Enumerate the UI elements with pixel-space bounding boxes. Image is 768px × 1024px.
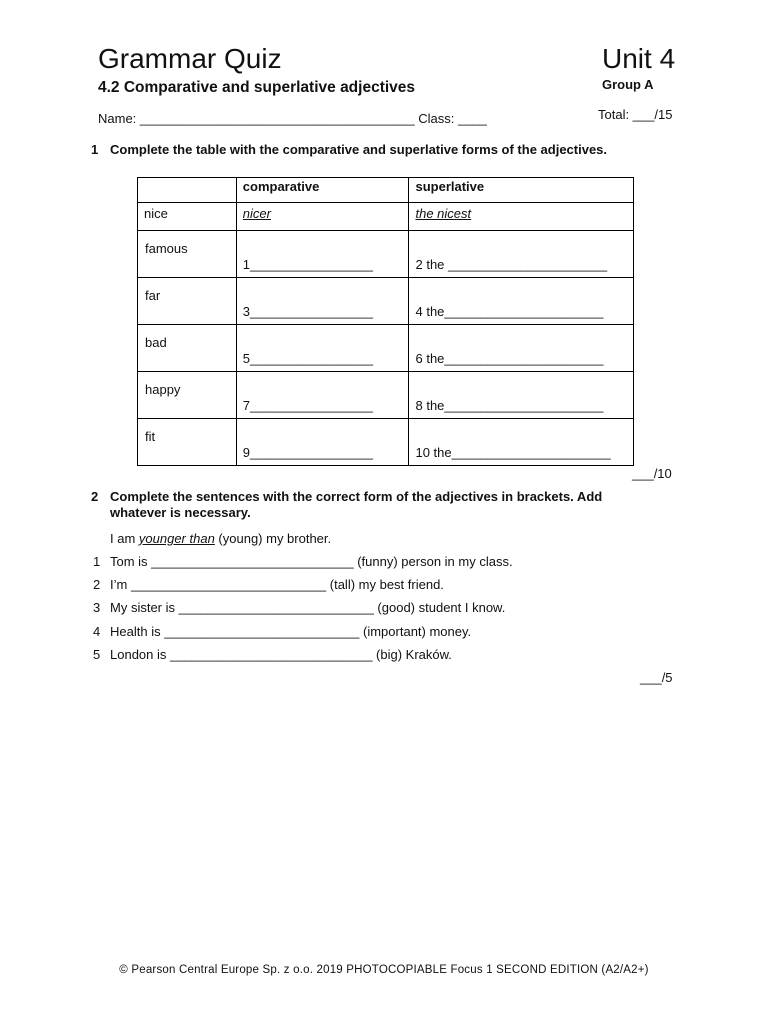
sentence-text[interactable]: Health is ___________________________ (important) money. [110,624,472,639]
example-sentence [110,531,331,547]
superlative-answer-field[interactable]: 6 the______________________ [415,351,604,366]
sentence-text[interactable]: Tom is ____________________________ (funny) person in my class. [110,554,513,569]
exercise-1-score: ___/10 [632,466,672,481]
sentence-number: 4 [93,624,101,639]
exercise-1-instruction: Complete the table with the comparative and superlative forms of the adjectives. [110,142,608,157]
exercise-2-instruction: Complete the sentences with the correct form of the adjectives in brackets. Add whatever is necessary. [110,489,603,520]
adjective-cell: bad [145,335,167,350]
comparative-answer-field[interactable]: 5_________________ [242,351,373,366]
comparative-answer-field[interactable]: 7_________________ [242,398,373,413]
table-row [138,372,634,419]
example-comparative: nicer [236,203,409,231]
exercise-1-number: 1 [91,142,99,157]
page-subtitle: 4.2 Comparative and superlative adjectives [98,79,416,96]
table-header-superlative: superlative [409,178,634,203]
sentence-number: 1 [93,554,101,569]
list-item[interactable] [93,600,506,616]
superlative-answer-field[interactable]: 10 the______________________ [415,445,611,460]
unit-label: Unit 4 [602,43,676,74]
list-item[interactable] [93,647,452,663]
adjective-cell: happy [145,382,181,397]
table-row [138,419,634,466]
page-title: Grammar Quiz [98,43,282,74]
superlative-answer-field[interactable]: 2 the ______________________ [415,257,608,272]
sentence-text[interactable]: My sister is ___________________________ (good) student I know. [110,600,506,615]
table-row [138,278,634,325]
list-item[interactable] [93,577,444,593]
superlative-answer-field[interactable]: 8 the______________________ [415,398,604,413]
adjective-table [137,177,634,466]
table-header-comparative: comparative [236,178,409,203]
sentence-text[interactable]: London is ____________________________ (big) Kraków. [110,647,452,662]
table-example-row [138,203,634,231]
table-header-row [138,178,634,203]
sentence-number: 5 [93,647,101,662]
example-sentence-answer: younger than [138,531,215,546]
comparative-answer-field[interactable]: 1_________________ [242,257,373,272]
sentence-number: 2 [93,577,101,592]
comparative-answer-field[interactable]: 9_________________ [242,445,373,460]
list-item[interactable] [93,554,513,570]
copyright-footer: © Pearson Central Europe Sp. z o.o. 2019 PHOTOCOPIABLE Focus 1 SECOND EDITION (A2/A2+) [119,964,649,976]
adjective-cell: famous [145,241,188,256]
example-superlative: the nicest [409,203,634,231]
table-row [138,325,634,372]
adjective-cell: fit [145,429,156,444]
superlative-answer-field[interactable]: 4 the______________________ [415,304,604,319]
sentence-text[interactable]: I’m ___________________________ (tall) my best friend. [110,577,444,592]
total-score: Total: ___/15 [598,107,673,122]
comparative-answer-field[interactable]: 3_________________ [242,304,373,319]
table-row [138,231,634,278]
exercise-2-number: 2 [91,489,99,504]
name-class-line: Name: ______________________________________ Class: ____ [98,111,487,126]
sentence-number: 3 [93,600,101,615]
adjective-cell: far [145,288,161,303]
group-label: Group A [602,77,654,92]
table-header-empty [138,178,237,203]
example-sentence-end: (young) my brother. [214,531,332,546]
example-sentence-start: I am [110,531,139,546]
list-item[interactable] [93,624,472,640]
exercise-2-score: ___/5 [640,670,673,685]
example-adjective: nice [138,203,237,231]
